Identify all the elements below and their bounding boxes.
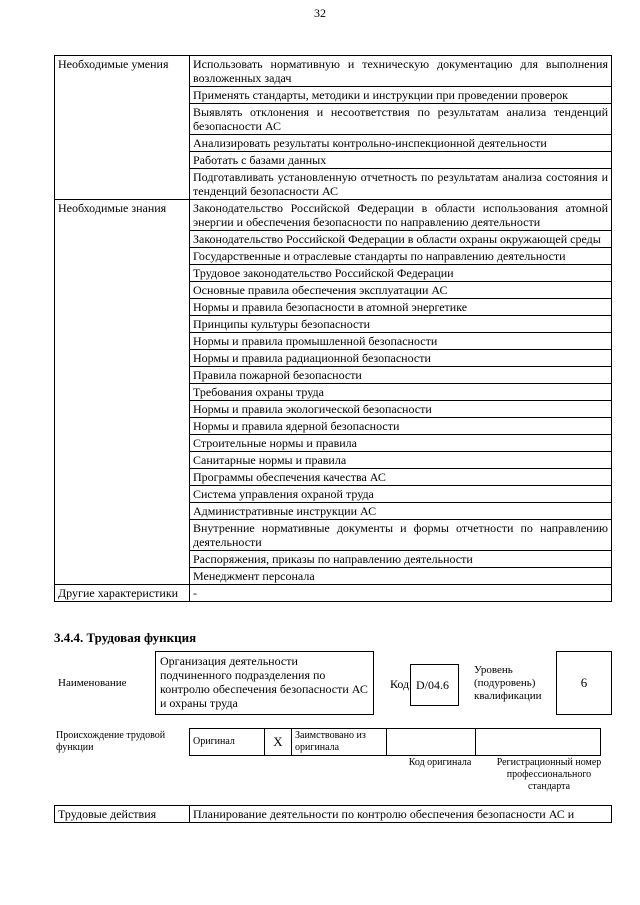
- requirement-item: Использовать нормативную и техническую документацию для выполнения возложенных задач: [190, 56, 612, 87]
- requirement-category-label: Необходимые умения: [55, 56, 190, 200]
- origin-code-caption: Код оригинала: [408, 757, 472, 768]
- requirement-item: Распоряжения, приказы по направлению деятельности: [190, 551, 612, 568]
- actions-value: Планирование деятельности по контролю обеспечения безопасности АС и: [190, 806, 612, 823]
- reg-number-cell: [476, 729, 601, 756]
- reg-number-caption: Регистрационный номер профессионального стандарта: [496, 757, 602, 792]
- requirement-item: Нормы и правила радиационной безопасности: [190, 350, 612, 367]
- requirement-item: Применять стандарты, методики и инструкции при проведении проверок: [190, 87, 612, 104]
- requirement-item: Трудовое законодательство Российской Федерации: [190, 265, 612, 282]
- requirement-item: Строительные нормы и правила: [190, 435, 612, 452]
- code-label: Код: [390, 677, 410, 691]
- requirement-item: Работать с базами данных: [190, 152, 612, 169]
- requirement-item: Система управления охраной труда: [190, 486, 612, 503]
- requirement-item: Нормы и правила экологической безопасности: [190, 401, 612, 418]
- requirements-row: [55, 585, 612, 602]
- requirement-item: Нормы и правила ядерной безопасности: [190, 418, 612, 435]
- requirement-item: Менеджмент персонала: [190, 568, 612, 585]
- code-value: D/04.6: [416, 678, 449, 692]
- requirement-item: Основные правила обеспечения эксплуатации АС: [190, 282, 612, 299]
- requirement-item: Законодательство Российской Федерации в области использования атомной энергии и обеспечения безопасности по направлению деятельности: [190, 200, 612, 231]
- origin-code-cell: [387, 729, 476, 756]
- requirement-item: Анализировать результаты контрольно-инспекционной деятельности: [190, 135, 612, 152]
- requirement-category-label: Другие характеристики: [55, 585, 190, 602]
- requirement-item: Выявлять отклонения и несоответствия по результатам анализа тенденций безопасности АС: [190, 104, 612, 135]
- level-value: 6: [580, 675, 588, 690]
- origin-table: [189, 728, 601, 756]
- requirements-row: [55, 56, 612, 87]
- requirements-row: [55, 200, 612, 231]
- requirement-item: Внутренние нормативные документы и формы отчетности по направлению деятельности: [190, 520, 612, 551]
- level-label: Уровень (подуровень) квалификации: [474, 664, 542, 702]
- actions-table: [54, 805, 612, 823]
- requirement-item: -: [190, 585, 612, 602]
- original-label-cell: [190, 729, 265, 756]
- origin-label: Происхождение трудовой функции: [56, 730, 166, 753]
- requirement-item: Государственные и отраслевые стандарты по направлению деятельности: [190, 248, 612, 265]
- section-title: 3.4.4. Трудовая функция: [54, 630, 197, 645]
- requirement-item: Принципы культуры безопасности: [190, 316, 612, 333]
- actions-label: Трудовые действия: [55, 806, 190, 823]
- name-label: Наименование: [58, 677, 127, 689]
- requirement-item: Административные инструкции АС: [190, 503, 612, 520]
- requirement-item: Программы обеспечения качества АС: [190, 469, 612, 486]
- borrowed-label: Заимствовано из оригинала: [292, 729, 387, 756]
- requirement-item: Нормы и правила промышленной безопасности: [190, 333, 612, 350]
- requirement-item: Требования охраны труда: [190, 384, 612, 401]
- requirement-item: Санитарные нормы и правила: [190, 452, 612, 469]
- requirement-category-label: Необходимые знания: [55, 200, 190, 585]
- page-number: 32: [314, 6, 326, 20]
- requirement-item: Нормы и правила безопасности в атомной энергетике: [190, 299, 612, 316]
- requirement-item: Подготавливать установленную отчетность по результатам анализа состояния и тенденций безопасности АС: [190, 169, 612, 200]
- original-mark: X: [265, 729, 292, 756]
- requirement-item: Законодательство Российской Федерации в области охраны окружающей среды: [190, 231, 612, 248]
- requirements-table: [54, 55, 612, 602]
- function-name-value: Организация деятельности подчиненного подразделения по контролю обеспечения безопасности АС и охраны труда: [160, 654, 368, 710]
- requirement-item: Правила пожарной безопасности: [190, 367, 612, 384]
- original-label: Оригинал: [193, 736, 235, 747]
